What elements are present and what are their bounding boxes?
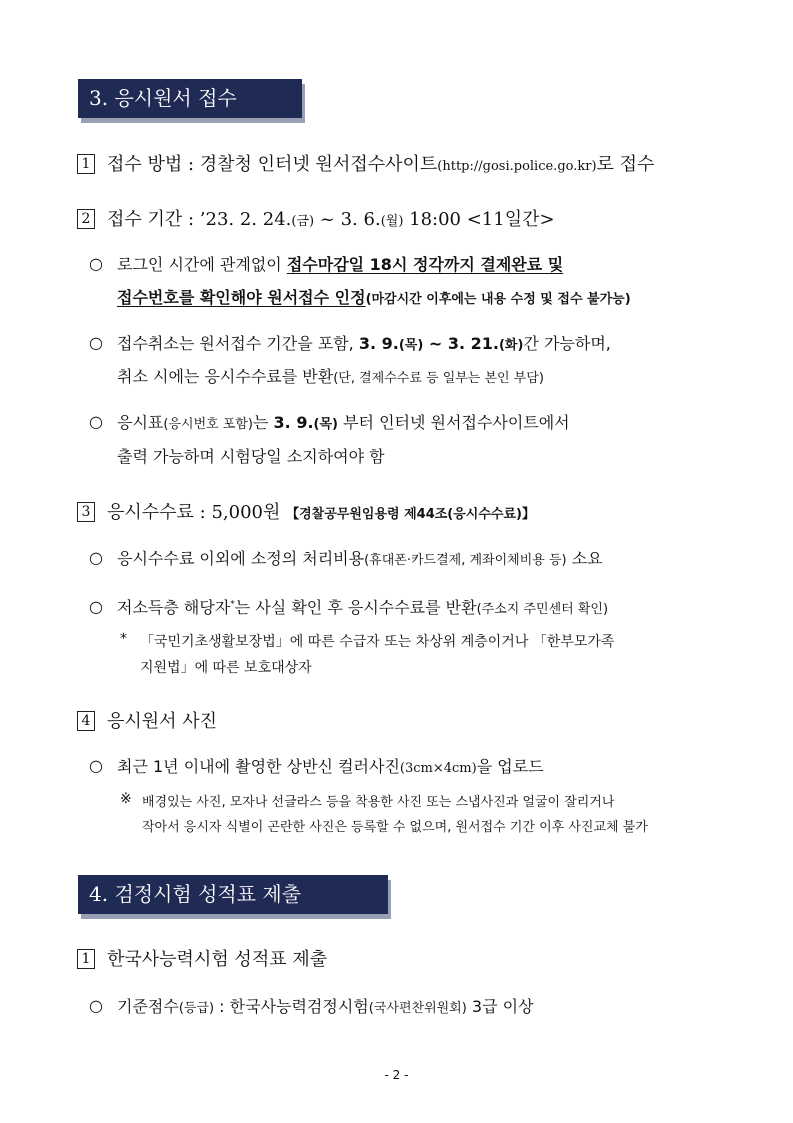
bullet-icon: ○: [89, 996, 103, 1015]
section-4-title: 4. 검정시험 성적표 제출: [89, 882, 302, 906]
section-4-header: [78, 875, 388, 914]
bullet-login-note-line2: 접수번호를 확인해야 원서접수 인정(마감시간 이후에는 내용 수정 및 접수 불가능): [117, 288, 631, 307]
bullet-icon: ○: [89, 597, 103, 616]
item-1-reception-method: 1 접수 방법 : 경찰청 인터넷 원서접수사이트(http://gosi.police.go.kr)로 접수: [77, 150, 654, 176]
footnote-mark: *: [120, 631, 127, 647]
item-3-application-fee: 3 응시수수료 : 5,000원 【경찰공무원임용령 제44조(응시수수료)】: [77, 498, 535, 524]
item-number-box: 3: [77, 502, 95, 522]
footnote-line1: 「국민기초생활보장법」에 따른 수급자 또는 차상위 계층이거나 「한부모가족: [140, 634, 615, 650]
item-2-reception-period: 2 접수 기간 : ’23. 2. 24.(금) ~ 3. 6.(월) 18:00 <11일간>: [77, 205, 555, 231]
item-number-box: 1: [77, 154, 95, 174]
bullet-photo-upload: 최근 1년 이내에 촬영한 상반신 컬러사진(3cm×4cm)을 업로드: [117, 757, 544, 776]
item-4-application-photo: 4 응시원서 사진: [77, 707, 217, 733]
fee-regulation-ref: 【경찰공무원임용령 제44조(응시수수료)】: [286, 507, 535, 522]
bullet-icon: ○: [89, 254, 103, 273]
section-3-title: 3. 응시원서 접수: [89, 86, 237, 110]
bullet-icon: ○: [89, 756, 103, 775]
bullet-cancellation: 접수취소는 원서접수 기간을 포함, 3. 9.(목) ~ 3. 21.(화)간 가능하며,: [117, 334, 611, 353]
bullet-icon: ○: [89, 333, 103, 352]
photo-note-line1: 배경있는 사진, 모자나 선글라스 등을 착용한 사진 또는 스냅사진과 얼굴이 잘리거나: [142, 795, 615, 810]
item-number-box: 1: [77, 949, 95, 969]
item-number-box: 2: [77, 209, 95, 229]
footnote-line2: 지원법」에 따른 보호대상자: [140, 660, 312, 676]
photo-note-mark: ※: [120, 791, 132, 807]
bullet-admission-ticket: 응시표(응시번호 포함)는 3. 9.(목) 부터 인터넷 원서접수사이트에서: [117, 413, 570, 432]
reception-site-url: (http://gosi.police.go.kr): [437, 159, 597, 174]
bullet-icon: ○: [89, 548, 103, 567]
bullet-cancellation-line2: 취소 시에는 응시수수료를 반환(단, 결제수수료 등 일부는 본인 부담): [117, 367, 544, 386]
bullet-processing-cost: 응시수수료 이외에 소정의 처리비용(휴대폰·카드결제, 계좌이체비용 등) 소요: [117, 549, 603, 568]
page-number: - 2 -: [384, 1068, 409, 1082]
item-number-box: 4: [77, 711, 95, 731]
photo-note-line2: 작아서 응시자 식별이 곤란한 사진은 등록할 수 없으며, 원서접수 기간 이후 사진교체 불가: [142, 820, 648, 835]
bullet-icon: ○: [89, 412, 103, 431]
bullet-login-note: 로그인 시간에 관계없이 접수마감일 18시 정각까지 결제완료 및: [117, 255, 564, 274]
bullet-admission-ticket-line2: 출력 가능하며 시험당일 소지하여야 함: [117, 447, 385, 466]
bullet-low-income-refund: 저소득층 해당자*는 사실 확인 후 응시수수료를 반환(주소지 주민센터 확인): [117, 598, 609, 617]
item-1-korean-history-score: 1 한국사능력시험 성적표 제출: [77, 945, 327, 971]
bullet-score-criteria: 기준점수(등급) : 한국사능력검정시험(국사편찬위원회) 3급 이상: [117, 997, 534, 1016]
section-3-header: [78, 79, 302, 118]
